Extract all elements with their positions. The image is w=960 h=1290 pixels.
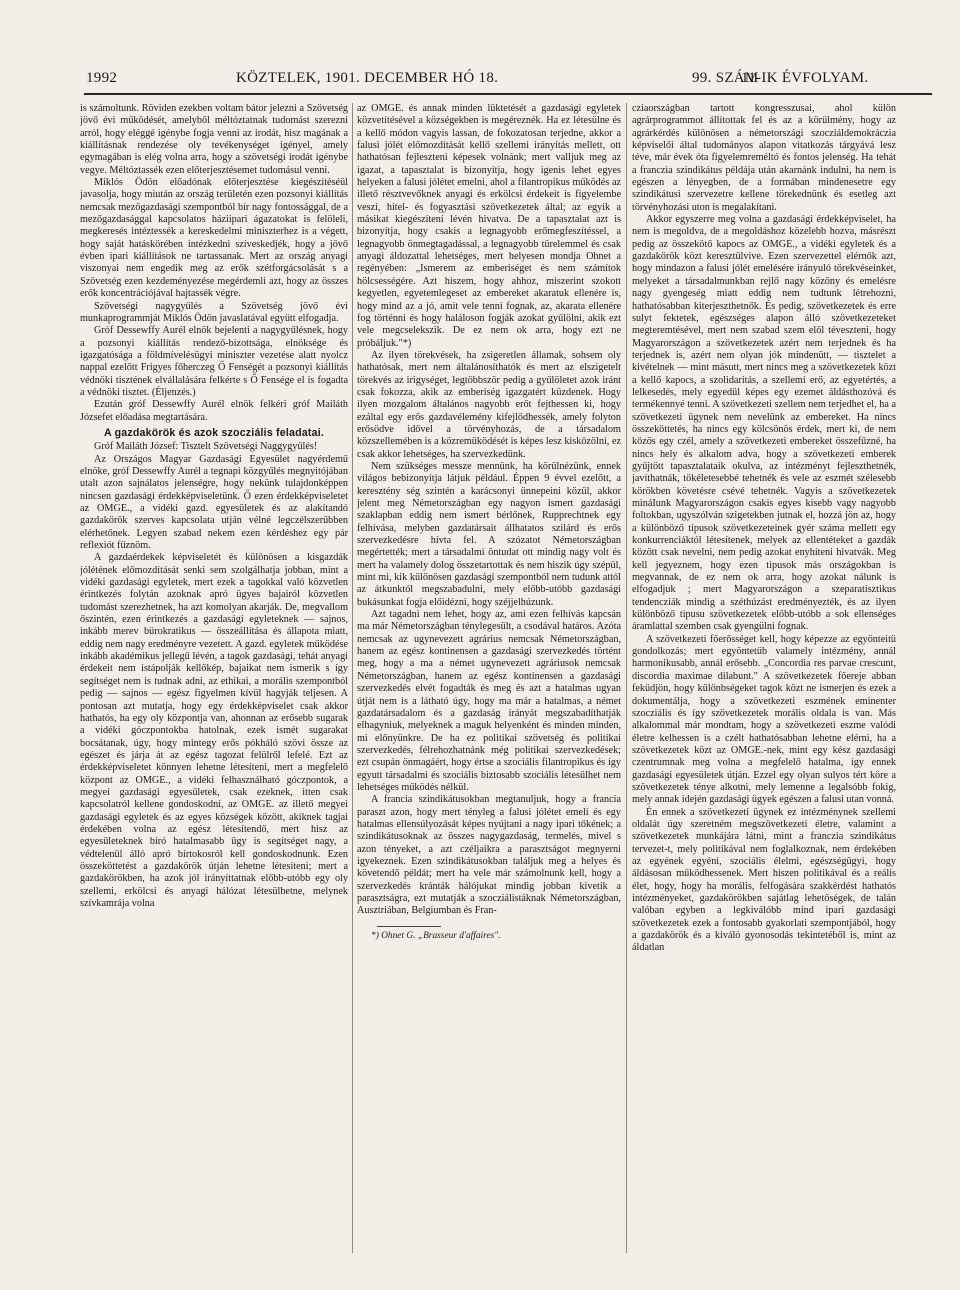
column-3 xyxy=(632,103,896,1278)
header-rule xyxy=(84,93,932,95)
column-divider xyxy=(352,103,353,1253)
page-header xyxy=(86,68,930,92)
page-number: 1992 xyxy=(86,70,118,86)
column-divider xyxy=(626,103,627,1253)
issue-number: 99. SZÁM xyxy=(692,70,759,86)
paragraph: Miklós Ödön előadónak előterjesztése kiegészítéséül javasolja, hogy miután az ország területén ezen pozsonyi kiállítás nemcsak mezőgazdasági szempontból bír nagy fontossággal, de a mezőgazdasággal kapcsolatos háziipari ágazatokat is felöleli, megkeresés intéztessék a kereskedelmi miniszterhez is a végett, hogy saját hatáskörében intézkedni szíveskedjék, hogy a jövő évben ipari kiállítások ne tartassanak. Mert az ország anyagi viszonyai nem engedik meg az erők szétforgácsolását s a Szövetség ezen kezdeményezése megérdemli azt, hogy az összes erők koncentrációjával hajtassék végre. xyxy=(80,177,348,300)
section-heading: A gazdakörök és azok szocziális feladatai. xyxy=(104,426,324,439)
paragraph: Gróf Dessewffy Aurél elnök bejelenti a nagygyűlésnek, hogy a pozsonyi kiállítás rendező-bizottsága, elnöksége és igazgatósága a földmívelésügyi miniszter vezetése alatt nyolcz nappal ezelőtt Frigyes főherczeg Ő Fenségét a pozsonyi kiállítás védnöki tisztének elvállalására felkérte s Ő Fensége el is fogadta a védnöki tisztet. (Éljenzés.) xyxy=(80,325,348,398)
column-1 xyxy=(80,103,348,1278)
paragraph: Akkor egyszerre meg volna a gazdasági érdekképviselet, ha nem is megoldva, de a megoldáshoz közelebb hozva, másrészt pedig az összekötő kapocs az OMGE., a vidéki egyletek és a gazdakörök közt keresztülvive. Ezen szervezettel elérnők azt, hogy mindazon a falusi jólét emelésére irányuló törekvéseinket, melyeket a társadalmunkban rejlő nagy közöny és emelésre nagy gyengeség miatt eddig nem tudtunk létrehozni, hathatósabban kiterjeszthetnők. És pedig, szövetkezetek és erre sulyt fektetek, egészséges alapon álló szövetkezeteket megteremtésével, mert nem szabad szem elől téveszteni, hogy Magyarországon a szövetkezetek azért nem terjednek és ha terjednek is, azért nem olyan jók mindenütt, — tisztelet a kivételnek — mint másutt, mert nincs meg a szövetkezetek közt a kellő kapocs, a szolidaritás, a szellemi erő, az egyetértés, a lelkesedés, mely egyedül képes egy ezemet áldásthozóvá és termékennyé tenni. A szövetkezeti szellem nem terjedhet el, ha a szövetkezeti ügynek nem nevelünk az embereket. Ha nincs összeköttetés, ha nincs egy kölcsönös érdek, mert ki, de nem közös egy czél, amely a szövetkezeti embereket összefűzné, ha nincs hely és alkalom adva, hogy a szövetkezeti emberek gyűjtött tapasztalataik okulva, az intézményt fejleszthetnék, javíthatnák, tökéletesebbé tehetnék és vele az eszmét szélesebb körökben követésre csévé tehetnék. Vagyis a szövetkezetek mináIunk Magyarországon csakis egyes kisebb vagy nagyobb foltokban, ugyszólván szigetekben jutnak el, hozzá jön az, hogy a különböző tipusok szövetkezeteinek gyér száma mellett egy konkurrenciáktól létesítenek, melyek az ellentéteket a gazdák között csak nevelni, nem pedig azokat enyhíteni hivatvák. Meg kell jegyeznem, hogy ezen tipusok más országokban is megvannak, de ez nem ok arra, hogy azokat nálunk is elfogadjuk ; mert Magyarországon a szeparatisztikus tendencziák mindig a széthúzást eredményezték, és az ilyen különböző tipusu szövetkezetek előbb-utóbb a sok ellenséges áramlattal szemben csak gyengülni fognak. xyxy=(632,214,896,633)
paragraph: az OMGE. és annak minden lüktetését a gazdasági egyletek közvetítésével a községekben is megéreznék. Ha ez létesülne és a kellő módon vagyis lassan, de fokozatosan terjedne, akkor a falusi jólét előmozdítását kellő szellemi irányítás mellett, ott hathatósan fejleszteni képesek volnánk; mert valljuk meg az igazat, a tapasztalat is bizonyítja, hogy igenis lehet egyes helyeken a falusi jólétet emelni, ahol a filantropikus működés az illető résztvevőknek anyagi és erkölcsi érdekeit is figyelembe veszi, hitel- és fogyasztási szövetkezetek által; az egyik a másikat kiegészítení lévén hivatva. De a tapasztalat azt is bizonyítja, hogy csakis a legnagyobb erőmegfeszítéssel, a legnagyobb önmegtagadással, a legnagyobb türelemmel és csak anyagi áldozattal lehetséges, mert helyesen mondja Ohnet a regényében: „Ismerem az emberiséget és nem számítok hölcsességére. Azt hiszem, hogy ahhoz, miszerint szokott kegyetlen, egyetemlegeset az embereket akaratuk ellenére is, hogy mind az a jó, amit vele tenni fognak, az, akarata ellenére fog történni és hogy haláloson fogják azokat gyűlölni, akik ezt vele megcselekszik. De ez nem ok arra, hogy ezt ne próbáljuk."*) xyxy=(357,103,621,349)
footnote-rule xyxy=(377,926,441,927)
paragraph: Azt tagadni nem lehet, hogy az, ami ezen felhívás kapcsán ma már Németországban ténylegesült, a csodával határos. Azóta nemcsak az ugynevezett agrárius nemcsak Németországban, hanem az egész kontinensen a gazdasági szervezkedés történt meg, hogy a ma a német ugynevezett agráriusok nemcsak Németországban, hanem az egész kontinensen a gazdasági szervezkedés elvét fogadták és meg és azt a hatalmas ugyan útját nem is a látható úgy, hogy ma már a hatalmas, a német gazdatársadalom és a gazdaság irányát megszabadíthatják elhagyniuk, melyeknek a maguk helyenként és minden minden, mi előnyünkre. De ha ez politikai szövetség és politikai szervezkedés, félrehozhatnánk még politikai szervezkedések; ezt csupán önmagáért, hogy értse a szociális filantropikus és így egyutt társadalmi és szociális biztosabb szociális létesülhet nem lehetséges működés nélkül. xyxy=(357,609,621,793)
column-2 xyxy=(357,103,621,1278)
paragraph: Ezután gróf Dessewffy Aurél elnök felkéri gróf Mailáth Józsefet előadása megtartására. xyxy=(80,399,348,423)
paragraph: is számoltunk. Röviden ezekben voltam bátor jelezni a Szövetség jövő évi működését, amelyből méltóztatnak tudomást szerezni arról, hogy eléggé igénybe fogja venni az irodát, hisz magának a kiállításnak rendezése oly tevékenységet igényel, amely egymagában is elég volna arra, hogy a szövetségi irodát igénybe vegye. Méltóztassék ezen előterjesztésemet tudomásul venni. xyxy=(80,103,348,176)
paper-title-date: KÖZTELEK, 1901. DECEMBER HÓ 18. xyxy=(236,70,499,86)
paragraph: Szövetségi nagygyűlés a Szövetség jövő évi munkaprogrammját Miklós Ödön javaslatával együtt elfogadja. xyxy=(80,300,348,324)
footnote: *) Ohnet G. „Brasseur d'affaires". xyxy=(371,930,501,941)
paragraph: A francia szindikátusokban megtanuljuk, hogy a francia paraszt azon, hogy mert tényleg a falusi jólétet emeli és egy hatalmas ellensúlyozását képes nyújtani a nagy ipari tőkének; a szindikátusoknak az összes nagygazdaság, termelés, mivel s azon tényeket, a azt czéljaikra a parasztságot megnyerni igyekeznek. Ezen szindikátusokban találjuk meg a helyes és követendő példát; mert ha vele már számolnunk kell, hogy a szervezkedés kránták hálójukat mindig jobban kivetik a parasztságra, ezt mutatják a szocziálistáknak Németországban, Ausztriában, Belgiumban és Fran- xyxy=(357,794,621,917)
paragraph: Nem szükséges messze mennünk, ha körülnézünk, ennek világos bebizonyítja látjuk például. Éppen 9 évvel ezelőtt, a keresztény ség szintén a karácsonyi ünnepeini közül, akkor jelent meg Németországban egy nagyon ismert gazdasági szaklapban eddig nem ismert bérlőnek, Rupprechtnek egy felhívása, melyben gazdatársait állhatatos szilárd és erős szervezkedésre hívta fel. A szózatot Németországban megértették; mert a társadalmi öntudat ott mindig nagy volt és mert ha valamely dolog összetartottak és nem hiszik úgy szépül, mint mi, kik különösen gazdasági szempontból nem tudunk attól az átkunktól megszabadulni, mely előbb-utóbb gazdasági bukásunkat fogja előidézni, hogy széjjelhúzunk. xyxy=(357,460,621,608)
paragraph: Az ilyen törekvések, ha zsigeretlen államak, sohsem oly hathatósak, mert nem általánosíthatók és mert az elszigetelt törekvés az irigységet, legtöbbször pedig a gyűlöletet azok iránt csak fokozza, akik az emberiség igazgatért küzdenek. Hogy ilyen mozgalom általános nagyobb erőt fejthessen ki, hogy ezáltal egy erős gazdavélemény kifejlődhessék, amely folyton erősödve idővel a törvényhozás, de a társadalom közszellemében is a közremüködését is képes lesz kisközölni, ez csak akkor lehetséges, ha szervezkedünk. xyxy=(357,349,621,460)
paragraph: A szövetkezeti főerősséget kell, hogy képezze az egyönteitü gondolkozás; mert egyöntetűb valamely intézmény, annál harmonikusabb, annál erősebb. „Concordia res parvae crescunt, discordia maximae dilabunt." A szövetkezetek főereje abban feküdjön, hogy különbségeket tagok közt ne ismerjen és ezek a dokumentálja, hogy a szövetkezeti eszmének eminenter szocziális és így szövetkezetek morális oldala is van. Más alkalommal már mondtam, hogy a szövetkezeti eszme valódi életre kelhessen is a czélt hathatósabban lehetne elérni, ha a szövetkezetek közt az OMGE.-nek, mint egy kész gazdasági czentrumnak meg volna a megfelelő hatalma, így ennek gazdasági egyesületek útján. Ezzel egy olyan sulyos tért köre a szövetkezetek ténye alkotni, mely lemenne a legalsóbb fokig, mely annak idején gazdasági ügyek egészen a falusi utan vonná. xyxy=(632,633,896,806)
paragraph: cziaországban tartott kongresszusai, ahol külön agrárprogrammot állítottak fel és az a körülmény, hogy az agrárkérdés különösen a németországi szocziáldemokráczia képviselői által tudományos alapon vitatkozás tárgyává lesz téve, már évek óta figyelemreméltó és fontos jelenség. Ha tehát a franczia szindikátus példája után akarnánk indulni, ha nem is egészen a lényegben, de a formában mindenesetre egy szindikátusi szervezetre kellene törekednünk és esetleg azt törvényhozási uton is megalakítani. xyxy=(632,103,896,213)
paragraph: A gazdaérdekek képviseletét és különösen a kisgazdák jólétének előmozdítását senki sem szolgálhatja jobban, mint a vidéki gazdasági egyletek, mert ezek a tagokkal való közvetlen érintkezés folytán azoknak apró ügyes bajairól közvetlen tudomást szerezhetnek, ha azt komolyan akarják. De, megvallom őszintén, ezen érintkezés a gazdasági egyleteknek — sajnos, inkább merev bürokratikus — összeállítása és állapota miatt, eddig nem nagy eredményre vezetett. A gazd. egyletek működése inkább akadémikus jellegű lévén, a tagok gazdasági, tehát anyagi érdekeit nem istápolják kellőkép, bajaikat nem ismerik s így segítséget nem is tudnak adni, az ethikai, a morális szempontból pedig — sajnos — egész figyelmen kívül hagyják teljesen. A pontosan azt mutatja, hogy egy érdekképviselet csak akkor hathatós, ha egy oly központja van, ahonnan az erősebb sugarak a vidéki góczpontokba hatolnak, ezek ismét sugarakat bocsátanak, úgy, hogy mintegy erős pókháló szövi össze az egészet és járja át az egész tagozat felülről lefelé. Ezt az érdekképviseletet könnyen lehetne létesíteni, mert a megfelelő központ az OMGE., a vidéki felhasználható góczpontok, a megyei gazdasági egyesületek, csak ezeknek, itten csak kapcsolatról kellene gondoskodni, az OMGE. az illető megyei gazdasági egyletek és az egyes községek között, akiknek tagjai érdekében volna az egész létesítendő, mert hisz az egyesületeknek bíró hatalmasabb ügy is segítséget nagy, a védtelenül álló apró birtokosról kell gondoskodnunk. Ezen összeköttetést a gazdakörök útján lehetne létesíteni; mert a gazdakörökben, ha azok jól irányíttatnak előbb-utóbb egy oly szellemi, erkölcsi és anyagi hálózat létesülhetne, melynek szívkamrája volna xyxy=(80,552,348,909)
paragraph: Az Országos Magyar Gazdasági Egyesület nagyérdemű elnöke, gróf Dessewffy Aurél a tegnapi közgyűlés megnyitójában utalt azon sajnálatos jelenségre, hogy nekünk tulajdonképpen nincsen gazdasági érdekképviseletünk. Ő ezen érdekképviseletet az OMGE., a vidéki gazd. egyesületek és az alakítandó gazdakörök szerves kapcsolata utján vélné legczélszerűbben elérhetőnek. Legyen szabad nekem ezen kérdéshez egy pár reflexiót fűznöm. xyxy=(80,453,348,552)
volume-year: 11-IK ÉVFOLYAM. xyxy=(741,70,869,86)
paragraph: Én ennek a szövetkezeti ügynek ez intézménynek szellemi oldalát úgy szeretném megszövetkezeti életre, valamint a szövetkezetek munkájára látni, mint a franczia szindikátus tervezet-t, mely politikával nem foglalkoznak, nem érdekében az egyének egyéni, szociális élelmi, egészségügyi, hogy áldásosan működhessenek. Mert hiszen politikával és a reális élet, hogy, hogy ha morális, felfogására szakkérdést hathatós intézményeket, gazdakörökben sajátlag lehetőségek, de talán valóban egyben a legkiválóbb mind ipari gazdasági szövetkezetek ezek a fontosabb gyakorlati szempontjából, hogy a gazdakörök és a kiváló gyonosodás tekintetéből is, mint az áldatlan xyxy=(632,806,896,954)
paragraph: Gróf Mailáth József: Tisztelt Szövetségi Naggygyűlés! xyxy=(94,441,318,453)
